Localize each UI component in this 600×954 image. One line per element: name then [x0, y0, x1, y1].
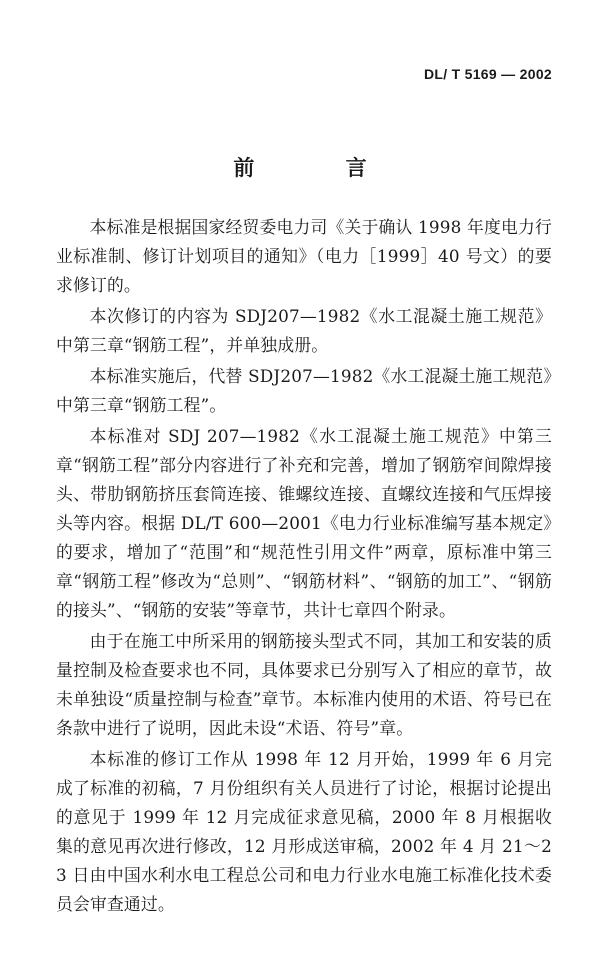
paragraph-revision-scope: 本次修订的内容为 SDJ207—1982《水工混凝土施工规范》中第三章“钢筋工程”，并单独成册。: [56, 306, 552, 355]
paragraph-changes: 本标准对 SDJ 207—1982《水工混凝土施工规范》中第三章“钢筋工程”部分内容进行了补充和完善，增加了钢筋窄间隙焊接头、带肋钢筋挤压套筒连接、锥螺纹连接、直螺纹连接和气压焊接头等内容。根据 DL/T 600—2001《电力行业标准编写基本规定》的要求，增加了“范围”和“规范性引用文件”两章，原标准中第三章“钢筋工程”修改为“总则”、“钢筋材料”、“钢筋的加工”、“钢筋的接头”、“钢筋的安装”等章节，共计七章四个附录。: [56, 426, 552, 620]
paragraph-history: 本标准的修订工作从 1998 年 12 月开始，1999 年 6 月完成了标准的初稿，7 月份组织有关人员进行了讨论，根据讨论提出的意见于 1999 年 12 月完成征求意见稿，2000 年 8 月根据收集的意见再次进行修改，12 月形成送审稿，2002 年 4 月 21～23 日由中国水利水电工程总公司和电力行业水电施工标准化技术委员会审查通过。: [56, 749, 552, 914]
paragraph-replacement: 本标准实施后，代替 SDJ207—1982《水工混凝土施工规范》中第三章“钢筋工程”。: [56, 366, 552, 415]
paragraph-basis: 本标准是根据国家经贸委电力司《关于确认 1998 年度电力行业标准制、修订计划项目的通知》（电力［1999］40 号文）的要求修订的。: [56, 217, 552, 295]
paragraph-quality-control: 由于在施工中所采用的钢筋接头型式不同，其加工和安装的质量控制及检查要求也不同，具体要求已分别写入了相应的章节，故未单独设“质量控制与检查”章节。本标准内使用的术语、符号已在条款中进行了说明，因此未设“术语、符号”章。: [56, 631, 552, 738]
standard-code: DL/ T 5169 — 2002: [423, 66, 552, 82]
preface-body: [56, 213, 552, 921]
page-title: 前 言: [233, 156, 409, 180]
